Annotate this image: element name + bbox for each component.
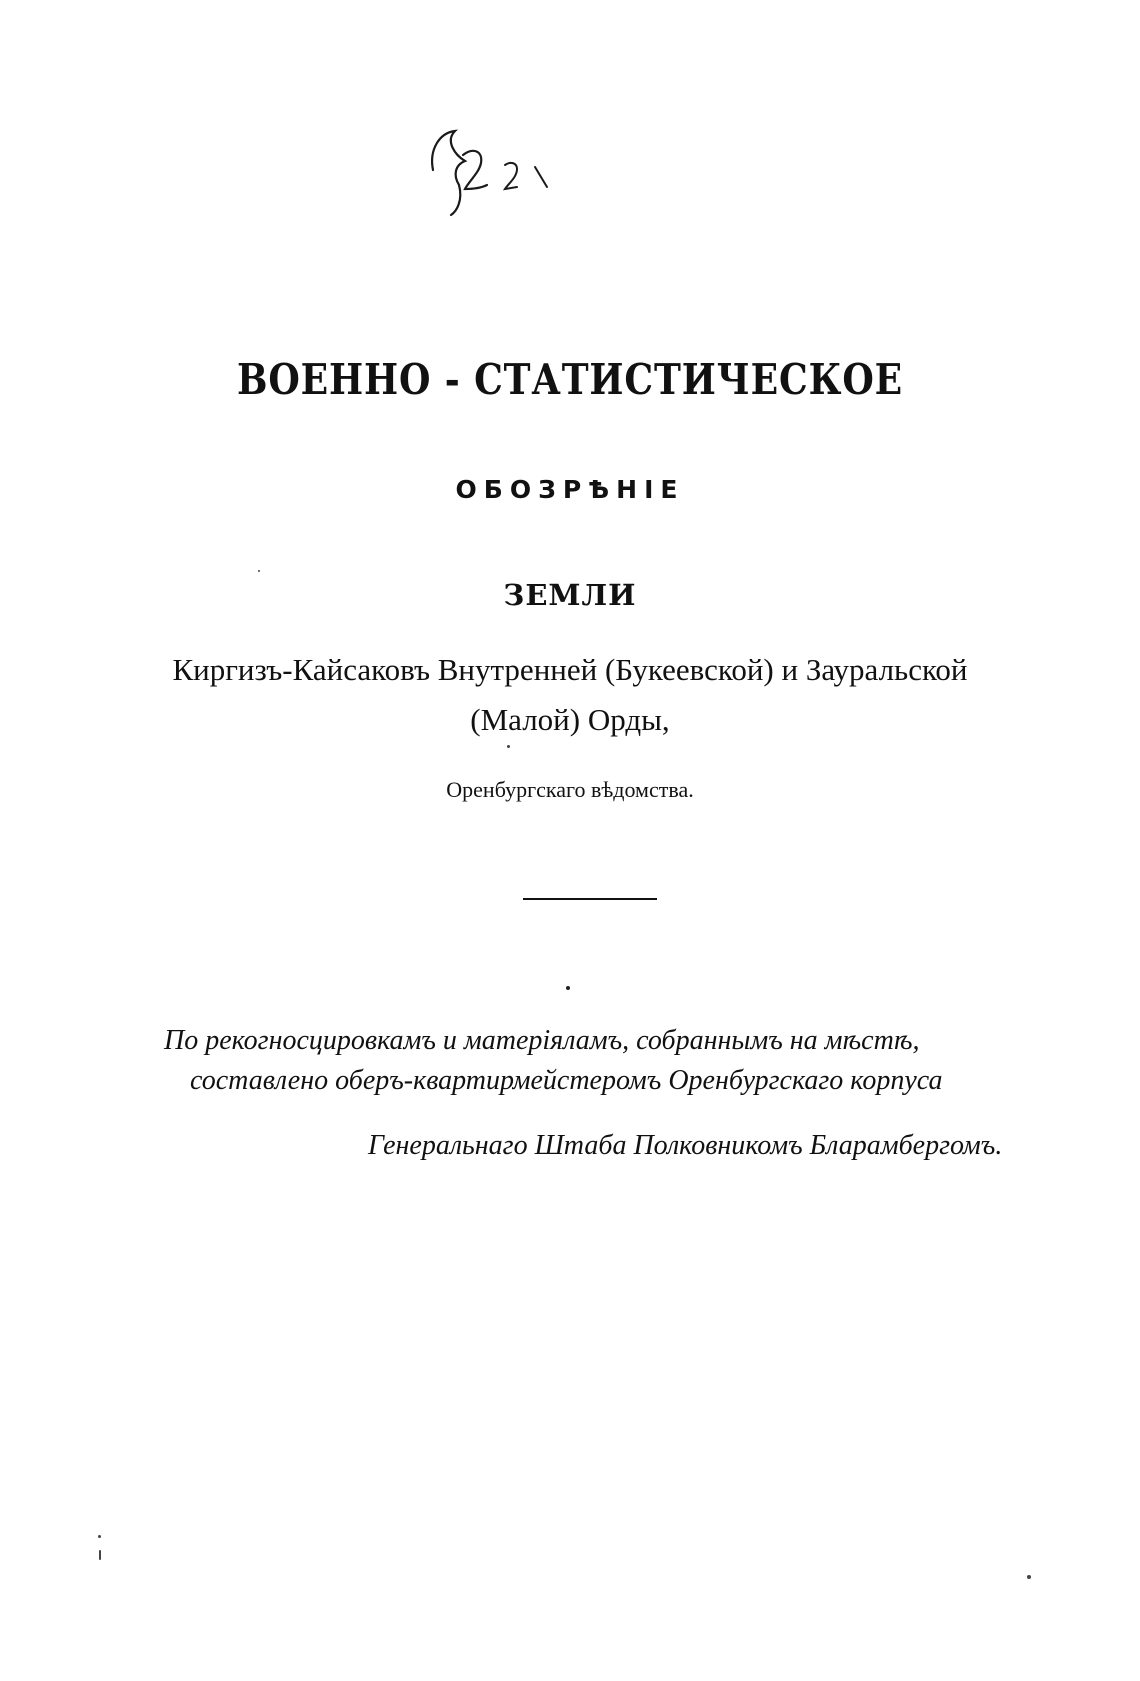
- divider-rule: [523, 898, 657, 900]
- department-line: Оренбургскаго вѣдомства.: [446, 777, 694, 802]
- handwritten-number-drawing: [425, 115, 600, 235]
- title-land: ЗЕМЛИ: [503, 578, 637, 612]
- title-main: ВОЕННО - СТАТИСТИЧЕСКОЕ: [236, 355, 904, 404]
- scan-speck: [98, 1535, 101, 1538]
- description-line-2: (Малой) Орды,: [470, 702, 670, 737]
- scan-speck: [1027, 1575, 1031, 1579]
- credit-line-1: По рекогносцировкамъ и матеріяламъ, собраннымъ на мѣстѣ,: [164, 1025, 920, 1056]
- scan-speck: [507, 745, 510, 748]
- description-line-1: Киргизъ-Кайсаковъ Внутренней (Букеевской) и Зауральской: [172, 652, 968, 687]
- credit-line-2: составлено оберъ-квартирмейстеромъ Оренбургскаго корпуса: [190, 1065, 943, 1096]
- scan-speck: [99, 1550, 101, 1560]
- credit-line-3: Генеральнаго Штаба Полковникомъ Бларамбергомъ.: [368, 1130, 1003, 1161]
- handwritten-note: [425, 115, 600, 235]
- title-subtitle: ОБОЗРѢНІЕ: [455, 475, 685, 504]
- scan-speck: [258, 570, 260, 572]
- ornament-dot: [566, 986, 570, 990]
